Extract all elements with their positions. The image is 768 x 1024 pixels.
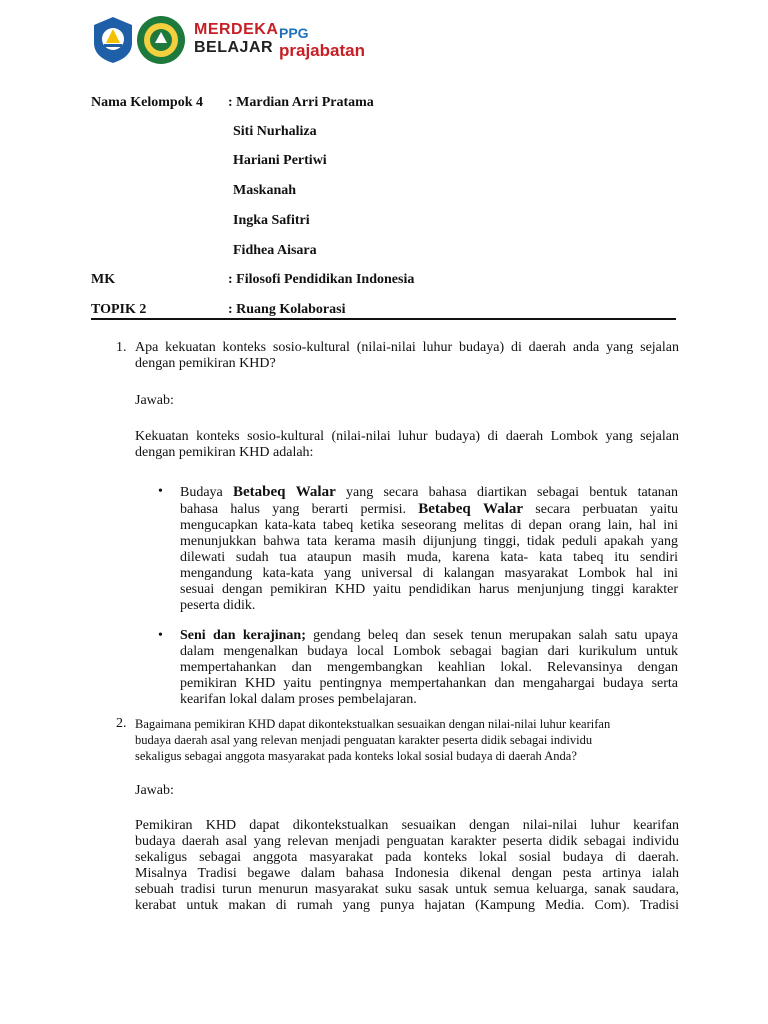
q1-jawab: Jawab: <box>135 393 174 408</box>
group-label: Nama Kelompok 4 <box>91 95 203 110</box>
tut-wuri-handayani-logo <box>90 15 136 65</box>
q2-answer-line: sebuah tradisi turun menurun masyarakat suku sasak untuk semua keluarga, sanak saudara, <box>135 882 679 897</box>
q2-answer <box>135 818 679 914</box>
member-3: Hariani Pertiwi <box>233 153 327 168</box>
q2-answer-line: kerabat untuk makan di rumah yang punya hajatan (Kampung Media. Com). Tradisi <box>135 898 679 913</box>
q2-answer-line: budaya daerah asal yang relevan menjadi penguatan karakter peserta didik sebagai individu <box>135 834 679 849</box>
ppg-prajabatan-logo: PPG prajabatan <box>279 25 365 60</box>
bullet-1-line: mengucapkan kata-kata tabeq ketika seseorang melitas di depan orang lain, hal ini <box>180 518 678 533</box>
member-1: : Mardian Arri Pratama <box>228 95 374 110</box>
bullet-1-line: mengandung kata-kata yang universal di kalangan masyarakat Lombok hal ini <box>180 566 678 581</box>
q2-answer-line: Misalnya Tradisi begawe dalam bahasa Indonesia dikenal dengan pesta artinya ialah <box>135 866 679 881</box>
q2-question-line: Bagaimana pemikiran KHD dapat dikontekstualkan sesuaikan dengan nilai-nilai luhur kearifan <box>135 717 611 731</box>
q1-question-line: dengan pemikiran KHD? <box>135 356 276 371</box>
q1-answer-line: Kekuatan konteks sosio-kultural (nilai-nilai luhur budaya) di daerah Lombok yang sejalan <box>135 429 679 444</box>
bullet-1-line: dilewati sudah tua ataupun masih muda, karena kata- kata tabeq itu sendiri <box>180 550 678 565</box>
merdeka-belajar-logo: MERDEKA BELAJAR <box>194 21 279 56</box>
q2-jawab: Jawab: <box>135 783 174 798</box>
bullet-2-line: dalam mengenalkan budaya local Lombok sebagai bagian dari kurikulum untuk <box>180 644 678 659</box>
header-divider <box>91 318 676 320</box>
q2-answer-line: Pemikiran KHD dapat dikontekstualkan sesuaikan dengan nilai-nilai luhur kearifan <box>135 818 679 833</box>
mk-label: MK <box>91 272 116 287</box>
member-2: Siti Nurhaliza <box>233 124 317 139</box>
term-seni-dan-kerajinan: Seni dan kerajinan; <box>180 628 306 643</box>
university-logo <box>136 15 186 65</box>
bullet-1-line <box>180 501 678 518</box>
bullet-1 <box>180 484 678 614</box>
term-betabeq-walar: Betabeq Walar <box>418 501 524 517</box>
member-5: Ingka Safitri <box>233 213 310 228</box>
text: yang secara bahasa diartikan sebagai bentuk tatanan <box>335 485 678 500</box>
term-betabeq-walar: Betabeq Walar <box>233 484 336 500</box>
text: Budaya <box>180 485 234 500</box>
q1-answer-intro <box>135 429 679 461</box>
mk-value: : Filosofi Pendidikan Indonesia <box>228 272 415 287</box>
bullet-2-line <box>180 628 678 644</box>
text: bahasa halus yang berarti permisi. <box>180 502 419 517</box>
q2-number: 2. <box>116 716 127 731</box>
bullet-1-line: sesuai dengan pemikiran KHD yaitu pendidikan harus menjunjung tinggi karakter <box>180 582 678 597</box>
bullet-dot: • <box>158 628 163 643</box>
topik-value: : Ruang Kolaborasi <box>228 302 346 317</box>
text: gendang beleq dan sesek tenun merupakan salah satu upaya <box>305 628 678 643</box>
q1-answer-line: dengan pemikiran KHD adalah: <box>135 445 314 460</box>
bullet-1-line: peserta didik. <box>180 598 256 613</box>
bullet-2-line: mempertahankan dan mengembangkan keahlian lokal. Relevansinya dengan <box>180 660 678 675</box>
bullet-1-line <box>180 484 678 501</box>
q2-question <box>135 716 679 764</box>
q2-question-line: budaya daerah asal yang relevan menjadi penguatan karakter peserta didik sebagai individu <box>135 733 593 747</box>
bullet-2 <box>180 628 678 708</box>
q1-number: 1. <box>116 340 127 355</box>
text: secara perbuatan yaitu <box>523 502 679 517</box>
q1-question-line: Apa kekuatan konteks sosio-kultural (nilai-nilai luhur budaya) di daerah anda yang sejalan <box>135 340 679 355</box>
member-4: Maskanah <box>233 183 297 198</box>
bullet-2-line: kearifan lokal dalam proses pembelajaran. <box>180 692 417 707</box>
bullet-dot: • <box>158 484 163 499</box>
bullet-2-line: pemikiran KHD yaitu pentingnya mempertahankan dan mengahargai budaya serta <box>180 676 678 691</box>
q2-question-line: sekaligus sebagai anggota masyarakat pada konteks lokal sosial budaya di daerah Anda? <box>135 749 577 763</box>
topik-label: TOPIK 2 <box>91 302 147 317</box>
q2-answer-line: sekaligus sebagai anggota masyarakat pada konteks lokal sosial budaya di daerah. <box>135 850 679 865</box>
q1-question <box>135 340 679 372</box>
member-6: Fidhea Aisara <box>233 243 317 258</box>
bullet-1-line: menunjukkan bahwa tata kerama masih dijunjung tinggi, tidak peduli apakah yang <box>180 534 678 549</box>
